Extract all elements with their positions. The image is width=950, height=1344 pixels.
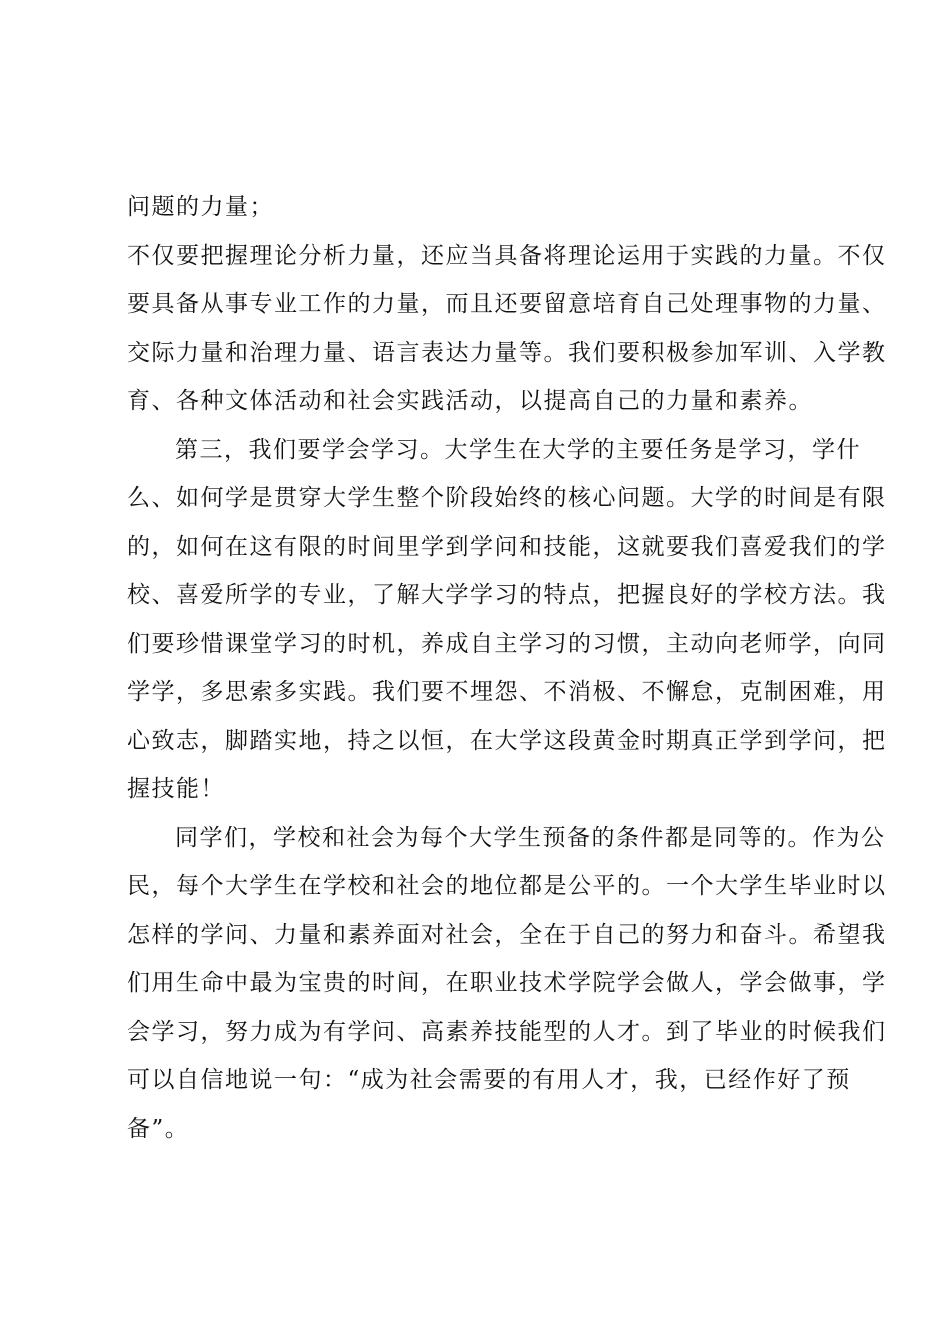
text-line: 么、如何学是贯穿大学生整个阶段始终的核心问题。大学的时间是有限 [127,485,887,511]
paragraph-4 [127,814,887,1154]
text-line: 育、各种文体活动和社会实践活动，以提高自己的力量和素养。 [127,388,813,414]
text-line: 会学习，努力成为有学问、高素养技能型的人才。到了毕业的时候我们 [127,1018,887,1045]
text-line: 学学，多思索多实践。我们要不埋怨、不消极、不懈怠，克制困难，用 [127,679,887,705]
text-line: 的，如何在这有限的时间里学到学问和技能，这就要我们喜爱我们的学 [127,533,887,560]
document-body [127,183,887,1153]
text-line: 心致志，脚踏实地，持之以恒，在大学这段黄金时期真正学到学问，把 [127,727,887,754]
text-line: 问题的力量； [127,194,274,220]
text-line: 握技能！ [127,776,225,802]
text-line: 同学们，学校和社会为每个大学生预备的条件都是同等的。作为公 [175,824,886,851]
text-line: 可以自信地说一句：“成为社会需要的有用人才，我，已经作好了预 [127,1067,851,1093]
text-line: 怎样的学问、力量和素养面对社会，全在于自己的努力和奋斗。希望我 [127,921,887,948]
paragraph-1 [127,183,847,232]
text-line: 交际力量和治理力量、语言表达力量等。我们要积极参加军训、入学教 [127,339,887,366]
text-line: 备”。 [127,1115,190,1142]
text-line: 们用生命中最为宝贵的时间，在职业技术学院学会做人，学会做事，学 [127,970,887,996]
text-line: 不仅要把握理论分析力量，还应当具备将理论运用于实践的力量。不仅 [127,242,887,269]
text-line: 校、喜爱所学的专业，了解大学学习的特点，把握良好的学校方法。我 [127,582,887,608]
text-line: 民，每个大学生在学校和社会的地位都是公平的。一个大学生毕业时以 [127,873,887,899]
text-line: 要具备从事专业工作的力量，而且还要留意培育自己处理事物的力量、 [127,291,887,317]
paragraph-2 [127,232,887,426]
paragraph-3 [127,426,887,814]
text-line: 们要珍惜课堂学习的时机，养成自主学习的习惯，主动向老师学，向同 [127,630,887,657]
text-line: 第三，我们要学会学习。大学生在大学的主要任务是学习，学什 [175,436,861,463]
